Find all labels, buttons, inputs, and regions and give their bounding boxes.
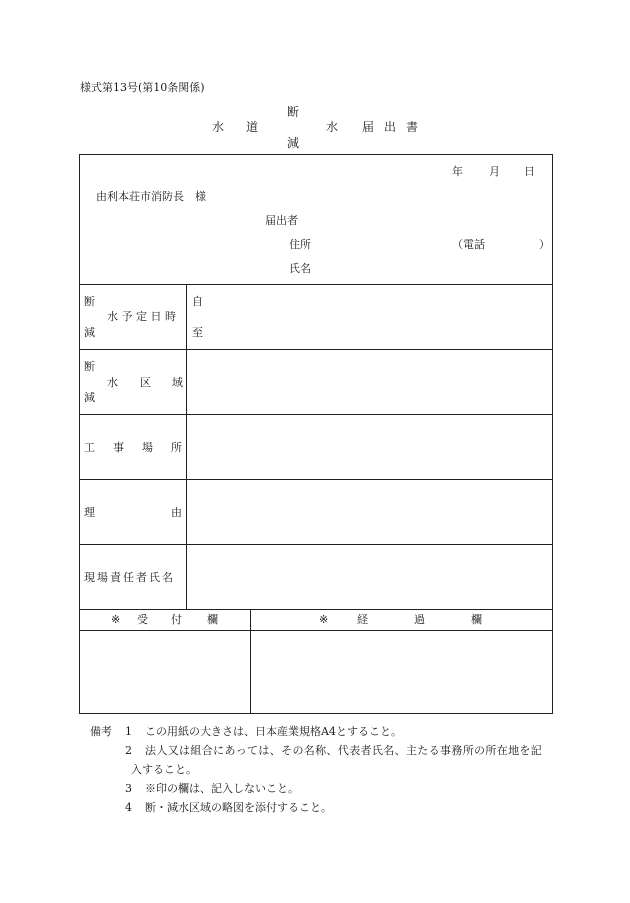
address-label: 住所 [289, 238, 311, 251]
reception-heading-char: 欄 [207, 613, 218, 626]
row-bottom-char: 減 [84, 326, 95, 339]
table-border-bottom [79, 713, 553, 714]
row-divider [79, 479, 553, 480]
row-divider [79, 349, 553, 350]
site-label-char: 工 [84, 441, 95, 454]
site-label-char: 場 [142, 441, 153, 454]
area-label-char: 区 [140, 376, 151, 389]
schedule-from-label: 自 [192, 295, 203, 308]
row-top-char: 断 [84, 295, 95, 308]
note-number: 3 [125, 782, 132, 795]
note-text: ※印の欄は、記入しないこと。 [145, 782, 299, 795]
manager-label: 現場責任者氏名 [84, 571, 175, 584]
title-top-char: 断 [287, 105, 300, 119]
note-text: 断・減水区域の略図を添付すること。 [145, 801, 332, 814]
area-label-char: 水 [107, 376, 118, 389]
note-text-continuation: 入すること。 [131, 763, 197, 776]
label-column-divider [186, 284, 187, 610]
notifier-label: 届出者 [265, 214, 298, 227]
row-divider [79, 414, 553, 415]
progress-heading-char: ※ [319, 613, 329, 626]
table-border-top [79, 154, 553, 155]
date-day-label: 日 [524, 165, 535, 178]
title-char: 出 [384, 120, 397, 134]
title-char: 書 [406, 120, 419, 134]
site-label-char: 所 [171, 441, 182, 454]
row-divider [79, 284, 553, 285]
addressee: 由利本荘市消防長 様 [96, 190, 206, 203]
row-divider [79, 630, 553, 631]
date-month-label: 月 [489, 165, 500, 178]
reception-heading-char: ※ [111, 613, 121, 626]
row-top-char: 断 [84, 360, 95, 373]
note-number: 1 [125, 725, 132, 738]
area-label-char: 域 [172, 376, 183, 389]
reason-label-char: 由 [171, 506, 182, 519]
reception-heading-char: 付 [171, 613, 182, 626]
note-text: この用紙の大きさは、日本産業規格A4とすること。 [145, 725, 402, 738]
title-char: 水 [326, 120, 339, 134]
title-char: 道 [246, 120, 259, 134]
progress-heading-char: 経 [357, 613, 368, 626]
name-label: 氏名 [289, 262, 311, 275]
title-bottom-char: 減 [287, 136, 300, 150]
site-label-char: 事 [113, 441, 124, 454]
footer-column-divider [250, 609, 251, 714]
phone-close: ） [539, 238, 550, 251]
row-bottom-char: 減 [84, 391, 95, 404]
title-char: 届 [362, 120, 375, 134]
title-char: 水 [212, 120, 225, 134]
row-divider [79, 609, 553, 610]
reception-heading-char: 受 [137, 613, 148, 626]
schedule-label: 水 予 定 日 時 [107, 310, 176, 323]
notes-label: 備考 [90, 725, 112, 738]
reason-label-char: 理 [84, 506, 95, 519]
note-number: 4 [125, 801, 132, 814]
date-year-label: 年 [452, 165, 463, 178]
schedule-to-label: 至 [192, 326, 203, 339]
note-text: 法人又は組合にあっては、その名称、代表者氏名、主たる事務所の所在地を記 [145, 744, 543, 757]
progress-heading-char: 欄 [471, 613, 482, 626]
phone-label: （電話 [452, 238, 485, 251]
note-number: 2 [125, 744, 132, 757]
form-number: 様式第13号(第10条関係) [80, 81, 205, 94]
progress-heading-char: 過 [414, 613, 425, 626]
row-divider [79, 544, 553, 545]
